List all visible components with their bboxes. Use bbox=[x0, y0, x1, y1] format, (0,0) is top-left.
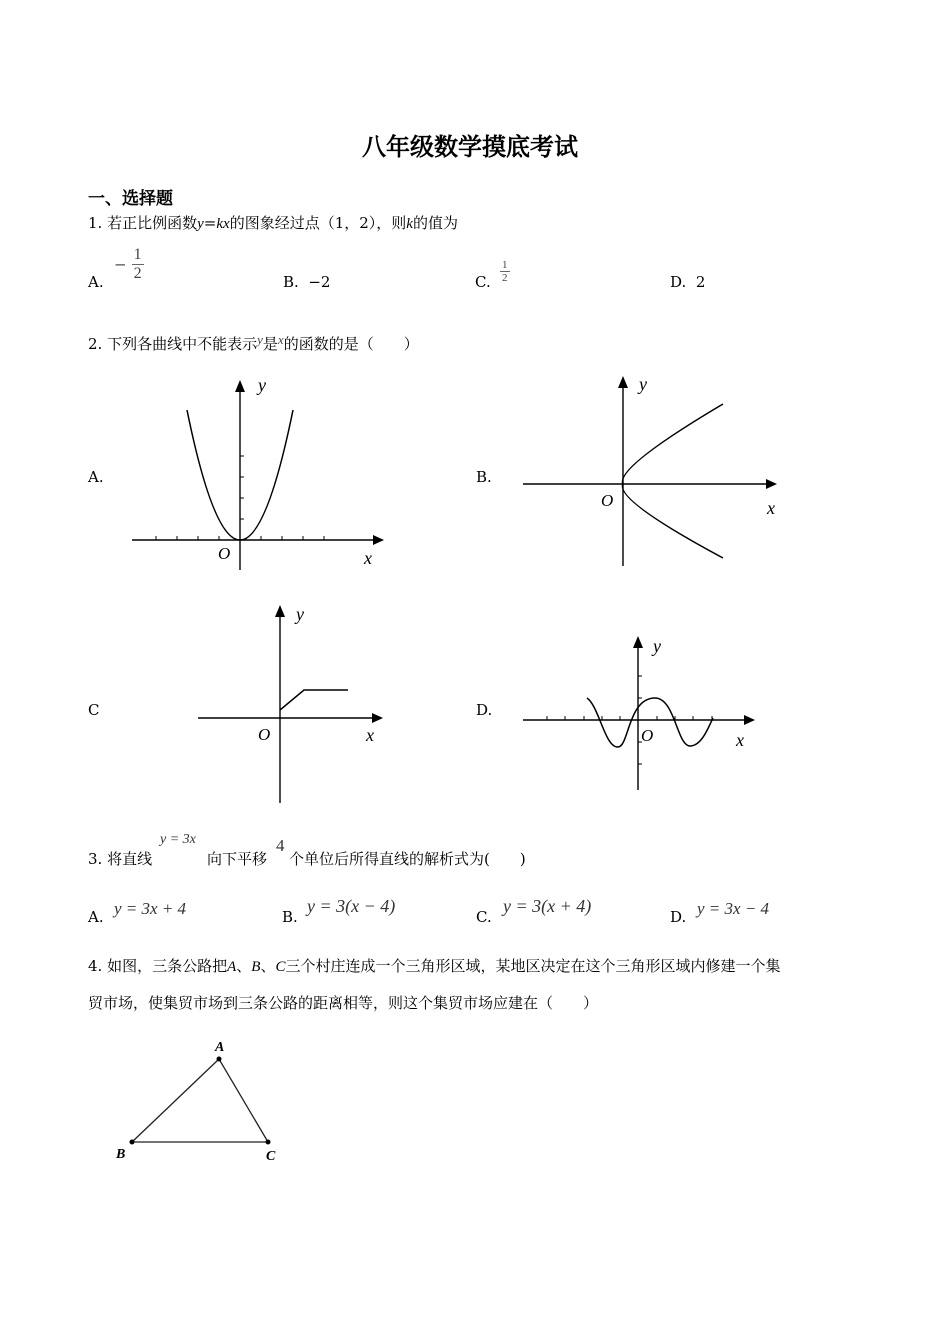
origin-label: O bbox=[258, 725, 271, 744]
y-axis-label: y bbox=[296, 604, 304, 624]
q1-option-d[interactable]: D. 2 bbox=[670, 273, 706, 291]
q1-option-a-label[interactable]: A. bbox=[88, 273, 104, 291]
y-axis-label: y bbox=[258, 375, 266, 395]
y-axis-label: y bbox=[653, 636, 661, 656]
question-3: 3. 将直线 bbox=[88, 850, 153, 868]
section-heading: 一、选择题 bbox=[88, 189, 173, 209]
q3-text-mid: 向下平移 bbox=[207, 850, 268, 868]
question-number: 4. bbox=[88, 957, 103, 975]
q3-option-d-value: y = 3x − 4 bbox=[697, 899, 770, 918]
origin-label: O bbox=[641, 726, 654, 745]
q3-option-a-label[interactable]: A. bbox=[88, 908, 104, 926]
q1-option-a-value: − $\frac{1}{2}$ bbox=[114, 246, 142, 282]
q1-option-c-value: $\frac{1}{2}$ bbox=[502, 259, 508, 284]
q2-option-c-label[interactable]: C bbox=[88, 701, 100, 719]
question-number: 3. bbox=[88, 850, 103, 868]
graph-c-broken-line bbox=[190, 598, 395, 808]
vertex-a-label: A bbox=[215, 1040, 225, 1055]
point-a bbox=[217, 1057, 222, 1062]
graph-d-sine-wave bbox=[515, 630, 765, 795]
q1-option-c-label[interactable]: C. bbox=[475, 273, 491, 291]
q2-option-d-label[interactable]: D. bbox=[476, 701, 493, 719]
q3-option-b-value: y = 3(x − 4) bbox=[307, 896, 396, 916]
x-axis-label: x bbox=[736, 730, 744, 750]
point-c bbox=[266, 1140, 271, 1145]
question-number: 2. bbox=[88, 335, 103, 353]
question-2: 2. 下列各曲线中不能表示y是x的函数的是（ ） bbox=[88, 332, 419, 353]
question-1: 1. 若正比例函数y=kx的图象经过点（1，2），则k的值为 bbox=[88, 214, 458, 232]
q3-text-suffix: 个单位后所得直线的解析式为( ) bbox=[289, 850, 526, 868]
q3-option-c-value: y = 3(x + 4) bbox=[503, 896, 592, 916]
q3-shift-value: 4 bbox=[276, 836, 285, 855]
q3-option-b-label[interactable]: B. bbox=[282, 908, 298, 926]
q2-option-b-label[interactable]: B. bbox=[476, 468, 492, 486]
graph-a-parabola bbox=[120, 370, 390, 575]
triangle-figure bbox=[108, 1032, 298, 1167]
question-4-line-1: 4. 如图，三条公路把A、B、C三个村庄连成一个三角形区域，某地区决定在这个三角形区域内修建一个集 bbox=[88, 957, 781, 975]
graph-b-sideways-parabola bbox=[515, 368, 795, 573]
x-axis-label: x bbox=[364, 548, 372, 568]
question-number: 1. bbox=[88, 214, 103, 232]
point-b bbox=[130, 1140, 135, 1145]
origin-label: O bbox=[218, 544, 231, 563]
page-title: 八年级数学摸底考试 bbox=[362, 133, 578, 161]
q3-option-c-label[interactable]: C. bbox=[476, 908, 492, 926]
q3-option-d-label[interactable]: D. bbox=[670, 908, 687, 926]
q3-line-formula: y = 3x bbox=[160, 832, 196, 847]
q3-option-a-value: y = 3x + 4 bbox=[114, 899, 187, 918]
vertex-b-label: B bbox=[116, 1147, 126, 1162]
origin-label: O bbox=[601, 491, 614, 510]
x-axis-label: x bbox=[366, 725, 374, 745]
y-axis-label: y bbox=[639, 374, 647, 394]
q2-option-a-label[interactable]: A. bbox=[88, 468, 104, 486]
q1-option-b[interactable]: B. −2 bbox=[283, 273, 331, 291]
question-4-line-2: 贸市场，使集贸市场到三条公路的距离相等，则这个集贸市场应建在（ ） bbox=[88, 994, 599, 1012]
x-axis-label: x bbox=[767, 498, 775, 518]
vertex-c-label: C bbox=[266, 1149, 276, 1164]
